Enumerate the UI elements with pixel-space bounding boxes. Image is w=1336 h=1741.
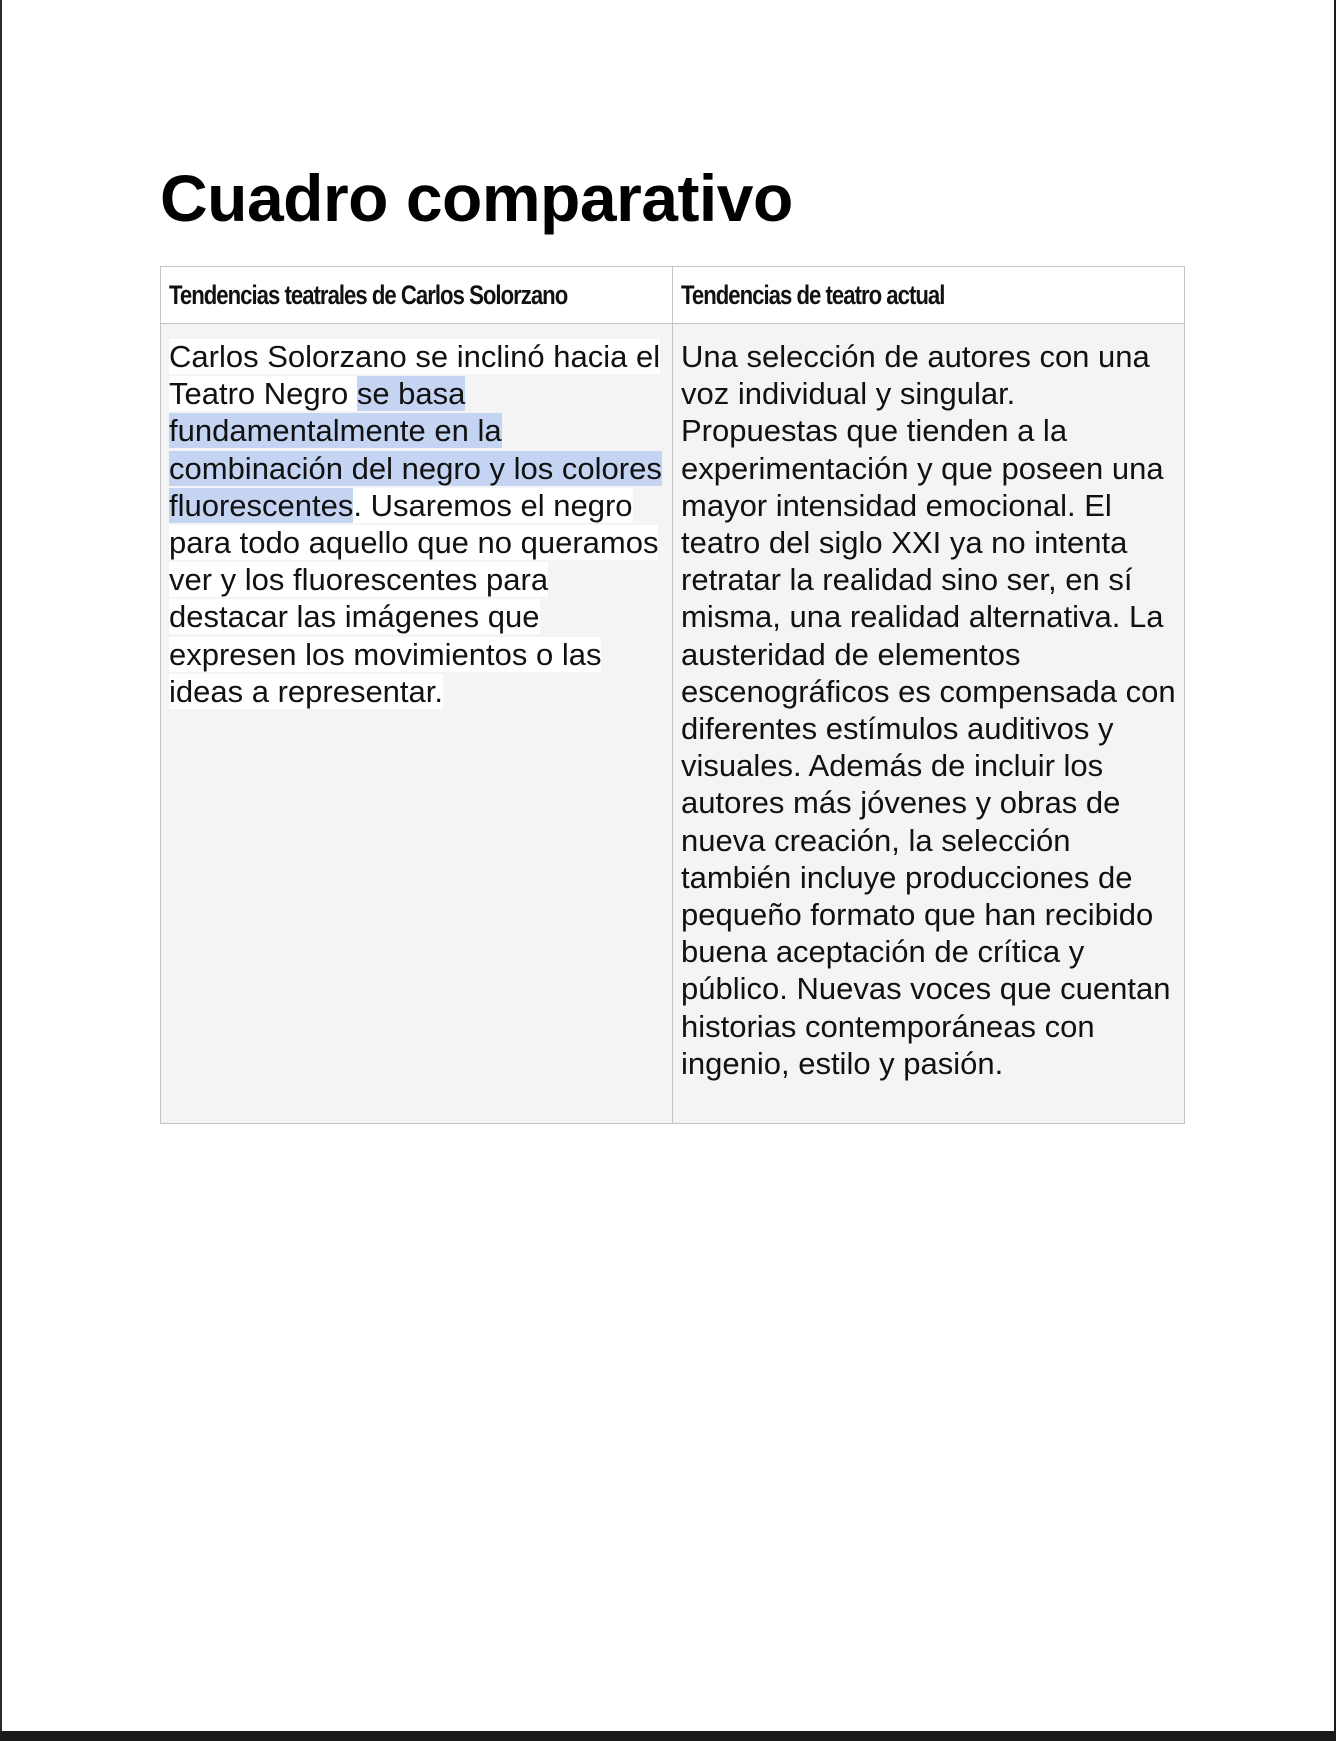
comparison-table bbox=[160, 266, 1185, 1124]
document-title[interactable]: Cuadro comparativo bbox=[160, 161, 793, 235]
text-before-selection: Carlos Solorzano se inclinó hacia el Teatro Negro bbox=[169, 339, 661, 412]
header-label-solorzano: Tendencias teatrales de Carlos Solorzano bbox=[169, 280, 568, 310]
selected-text: se basa fundamentalmente en la combinación del negro y los colores fluorescentes bbox=[169, 376, 662, 523]
table-header-row bbox=[161, 267, 1185, 324]
table-row bbox=[161, 324, 1185, 1124]
cell-solorzano-text[interactable] bbox=[161, 324, 673, 1124]
text-after-selection: . Usaremos el negro para todo aquello que no queramos ver y los fluorescentes para destacar las imágenes que expresen los movimientos o las ideas a representar. bbox=[169, 487, 659, 709]
cell-actual-text[interactable]: Una selección de autores con una voz individual y singular. Propuestas que tienden a la experimentación y que poseen una mayor intensidad emocional. El teatro del siglo XXI ya no intenta retratar la realidad sino ser, en sí misma, una realidad alternativa. La austeridad de elementos escenográficos es compensada con diferentes estímulos auditivos y visuales. Además de incluir los autores más jóvenes y obras de nueva creación, la selección también incluye producciones de pequeño formato que han recibido buena aceptación de crítica y público. Nuevas voces que cuentan historias contemporáneas con ingenio, estilo y pasión. bbox=[673, 324, 1185, 1124]
header-cell-solorzano[interactable] bbox=[161, 267, 673, 324]
header-cell-actual[interactable] bbox=[673, 267, 1185, 324]
header-label-actual: Tendencias de teatro actual bbox=[681, 280, 945, 310]
